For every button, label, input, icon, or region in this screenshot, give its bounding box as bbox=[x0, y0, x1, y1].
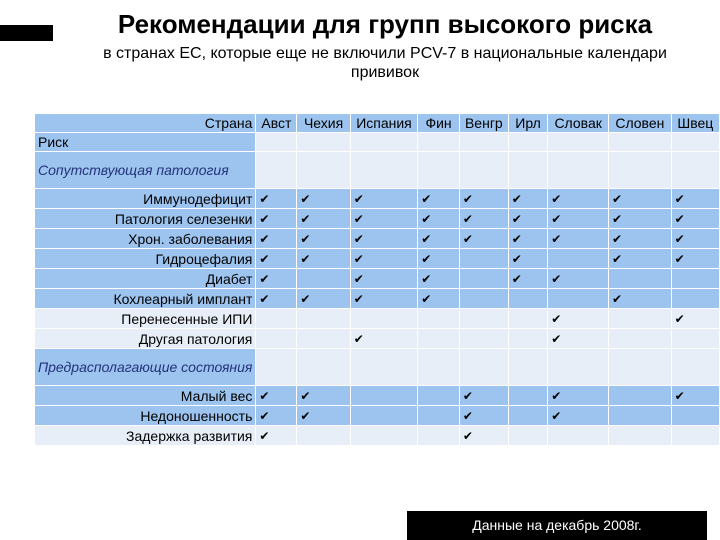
section-row bbox=[35, 349, 720, 386]
empty-cell bbox=[350, 133, 417, 152]
empty-cell bbox=[609, 426, 672, 446]
check-cell bbox=[256, 289, 297, 309]
check-cell bbox=[418, 269, 460, 289]
check-cell bbox=[609, 189, 672, 209]
data-date-note: Данные на декабрь 2008г. bbox=[407, 511, 707, 540]
check-cell bbox=[508, 249, 547, 269]
empty-cell bbox=[508, 426, 547, 446]
empty-cell bbox=[671, 329, 719, 349]
empty-cell bbox=[256, 152, 297, 189]
empty-cell bbox=[508, 329, 547, 349]
checkmark-icon: ✔ bbox=[674, 389, 685, 403]
checkmark-icon: ✔ bbox=[511, 212, 522, 226]
empty-cell bbox=[609, 309, 672, 329]
row-label: Диабет bbox=[35, 269, 256, 289]
check-cell bbox=[508, 269, 547, 289]
empty-cell bbox=[297, 269, 350, 289]
check-cell bbox=[256, 249, 297, 269]
row-label: Хрон. заболевания bbox=[35, 229, 256, 249]
check-cell bbox=[350, 189, 417, 209]
checkmark-icon: ✔ bbox=[674, 212, 685, 226]
check-cell bbox=[297, 289, 350, 309]
check-cell bbox=[671, 309, 719, 329]
check-cell bbox=[350, 269, 417, 289]
check-cell bbox=[609, 249, 672, 269]
check-cell bbox=[350, 329, 417, 349]
check-cell bbox=[350, 209, 417, 229]
empty-cell bbox=[671, 269, 719, 289]
checkmark-icon: ✔ bbox=[300, 389, 311, 403]
checkmark-icon: ✔ bbox=[259, 232, 270, 246]
empty-cell bbox=[609, 349, 672, 386]
header-country: Венгр bbox=[459, 114, 508, 133]
row-label: Недоношенность bbox=[35, 406, 256, 426]
table-row bbox=[35, 289, 720, 309]
checkmark-icon: ✔ bbox=[259, 212, 270, 226]
table-row bbox=[35, 406, 720, 426]
checkmark-icon: ✔ bbox=[421, 252, 432, 266]
empty-cell bbox=[671, 152, 719, 189]
checkmark-icon: ✔ bbox=[259, 192, 270, 206]
risk-label: Риск bbox=[35, 133, 256, 152]
empty-cell bbox=[256, 329, 297, 349]
header-country: Словен bbox=[609, 114, 672, 133]
check-cell bbox=[297, 406, 350, 426]
empty-cell bbox=[459, 133, 508, 152]
check-cell bbox=[418, 249, 460, 269]
check-cell bbox=[256, 229, 297, 249]
empty-cell bbox=[508, 152, 547, 189]
empty-cell bbox=[548, 152, 609, 189]
subtitle-line-1: в странах ЕС, которые еще не включили PCV-7 в национальные календари bbox=[103, 45, 667, 62]
table-row bbox=[35, 269, 720, 289]
checkmark-icon: ✔ bbox=[421, 212, 432, 226]
check-cell bbox=[671, 229, 719, 249]
check-cell bbox=[297, 229, 350, 249]
empty-cell bbox=[350, 152, 417, 189]
row-label: Патология селезенки bbox=[35, 209, 256, 229]
empty-cell bbox=[418, 133, 460, 152]
empty-cell bbox=[508, 309, 547, 329]
checkmark-icon: ✔ bbox=[259, 252, 270, 266]
checkmark-icon: ✔ bbox=[353, 232, 364, 246]
table-row bbox=[35, 309, 720, 329]
check-cell bbox=[548, 269, 609, 289]
check-cell bbox=[548, 329, 609, 349]
checkmark-icon: ✔ bbox=[259, 292, 270, 306]
checkmark-icon: ✔ bbox=[674, 312, 685, 326]
empty-cell bbox=[459, 309, 508, 329]
checkmark-icon: ✔ bbox=[551, 332, 562, 346]
check-cell bbox=[297, 189, 350, 209]
table-header-row bbox=[35, 114, 720, 133]
empty-cell bbox=[508, 349, 547, 386]
check-cell bbox=[256, 189, 297, 209]
checkmark-icon: ✔ bbox=[300, 212, 311, 226]
empty-cell bbox=[350, 406, 417, 426]
check-cell bbox=[671, 209, 719, 229]
checkmark-icon: ✔ bbox=[674, 252, 685, 266]
checkmark-icon: ✔ bbox=[511, 192, 522, 206]
checkmark-icon: ✔ bbox=[353, 212, 364, 226]
table-row bbox=[35, 426, 720, 446]
check-cell bbox=[418, 229, 460, 249]
checkmark-icon: ✔ bbox=[462, 429, 473, 443]
checkmark-icon: ✔ bbox=[462, 192, 473, 206]
check-cell bbox=[459, 406, 508, 426]
check-cell bbox=[671, 189, 719, 209]
empty-cell bbox=[671, 406, 719, 426]
empty-cell bbox=[418, 309, 460, 329]
empty-cell bbox=[548, 249, 609, 269]
empty-cell bbox=[350, 349, 417, 386]
check-cell bbox=[548, 406, 609, 426]
header-country: Испания bbox=[350, 114, 417, 133]
empty-cell bbox=[459, 289, 508, 309]
empty-cell bbox=[297, 152, 350, 189]
checkmark-icon: ✔ bbox=[612, 292, 623, 306]
checkmark-icon: ✔ bbox=[259, 272, 270, 286]
checkmark-icon: ✔ bbox=[353, 292, 364, 306]
checkmark-icon: ✔ bbox=[674, 232, 685, 246]
check-cell bbox=[671, 386, 719, 406]
row-label: Иммунодефицит bbox=[35, 189, 256, 209]
header-country: Словак bbox=[548, 114, 609, 133]
checkmark-icon: ✔ bbox=[551, 389, 562, 403]
checkmark-icon: ✔ bbox=[300, 292, 311, 306]
check-cell bbox=[297, 209, 350, 229]
empty-cell bbox=[418, 386, 460, 406]
empty-cell bbox=[256, 133, 297, 152]
check-cell bbox=[548, 189, 609, 209]
check-cell bbox=[459, 426, 508, 446]
table-row bbox=[35, 386, 720, 406]
section-predisposing-label: Предрасполагающие состояния bbox=[35, 349, 256, 386]
checkmark-icon: ✔ bbox=[353, 272, 364, 286]
checkmark-icon: ✔ bbox=[300, 232, 311, 246]
empty-cell bbox=[609, 133, 672, 152]
empty-cell bbox=[609, 329, 672, 349]
check-cell bbox=[418, 209, 460, 229]
checkmark-icon: ✔ bbox=[259, 429, 270, 443]
empty-cell bbox=[297, 426, 350, 446]
section-row bbox=[35, 152, 720, 189]
check-cell bbox=[671, 249, 719, 269]
empty-cell bbox=[350, 386, 417, 406]
checkmark-icon: ✔ bbox=[421, 192, 432, 206]
section-comorbid-label: Сопутствующая патология bbox=[35, 152, 256, 189]
checkmark-icon: ✔ bbox=[551, 232, 562, 246]
empty-cell bbox=[671, 349, 719, 386]
empty-cell bbox=[350, 309, 417, 329]
checkmark-icon: ✔ bbox=[421, 292, 432, 306]
risk-groups-table bbox=[34, 113, 720, 446]
header-country: Фин bbox=[418, 114, 460, 133]
header-corner-label: Страна bbox=[35, 114, 256, 133]
check-cell bbox=[508, 229, 547, 249]
table-row bbox=[35, 209, 720, 229]
checkmark-icon: ✔ bbox=[511, 232, 522, 246]
empty-cell bbox=[609, 406, 672, 426]
row-label: Другая патология bbox=[35, 329, 256, 349]
empty-cell bbox=[418, 329, 460, 349]
empty-cell bbox=[459, 249, 508, 269]
checkmark-icon: ✔ bbox=[462, 409, 473, 423]
empty-cell bbox=[508, 289, 547, 309]
row-label: Малый вес bbox=[35, 386, 256, 406]
checkmark-icon: ✔ bbox=[259, 389, 270, 403]
checkmark-icon: ✔ bbox=[300, 192, 311, 206]
checkmark-icon: ✔ bbox=[300, 409, 311, 423]
checkmark-icon: ✔ bbox=[612, 232, 623, 246]
checkmark-icon: ✔ bbox=[551, 192, 562, 206]
empty-cell bbox=[297, 133, 350, 152]
row-label: Гидроцефалия bbox=[35, 249, 256, 269]
checkmark-icon: ✔ bbox=[462, 232, 473, 246]
check-cell bbox=[459, 386, 508, 406]
title-accent-bar bbox=[0, 25, 53, 41]
checkmark-icon: ✔ bbox=[421, 272, 432, 286]
check-cell bbox=[350, 289, 417, 309]
row-label: Перенесенные ИПИ bbox=[35, 309, 256, 329]
empty-cell bbox=[609, 152, 672, 189]
checkmark-icon: ✔ bbox=[612, 192, 623, 206]
checkmark-icon: ✔ bbox=[462, 212, 473, 226]
check-cell bbox=[508, 189, 547, 209]
empty-cell bbox=[418, 406, 460, 426]
empty-cell bbox=[609, 269, 672, 289]
empty-cell bbox=[418, 152, 460, 189]
check-cell bbox=[548, 309, 609, 329]
empty-cell bbox=[609, 386, 672, 406]
table-row bbox=[35, 329, 720, 349]
check-cell bbox=[297, 249, 350, 269]
row-label: Задержка развития bbox=[35, 426, 256, 446]
check-cell bbox=[297, 386, 350, 406]
checkmark-icon: ✔ bbox=[551, 272, 562, 286]
header-country: Ирл bbox=[508, 114, 547, 133]
checkmark-icon: ✔ bbox=[511, 272, 522, 286]
checkmark-icon: ✔ bbox=[551, 212, 562, 226]
empty-cell bbox=[256, 309, 297, 329]
check-cell bbox=[548, 209, 609, 229]
check-cell bbox=[256, 269, 297, 289]
table-row bbox=[35, 249, 720, 269]
empty-cell bbox=[459, 152, 508, 189]
checkmark-icon: ✔ bbox=[462, 389, 473, 403]
empty-cell bbox=[297, 349, 350, 386]
empty-cell bbox=[508, 386, 547, 406]
empty-cell bbox=[418, 426, 460, 446]
empty-cell bbox=[548, 349, 609, 386]
check-cell bbox=[548, 229, 609, 249]
checkmark-icon: ✔ bbox=[353, 332, 364, 346]
check-cell bbox=[609, 229, 672, 249]
empty-cell bbox=[508, 133, 547, 152]
empty-cell bbox=[418, 349, 460, 386]
empty-cell bbox=[256, 349, 297, 386]
check-cell bbox=[256, 209, 297, 229]
table-row bbox=[35, 229, 720, 249]
check-cell bbox=[256, 386, 297, 406]
header-country: Чехия bbox=[297, 114, 350, 133]
subtitle-line-2: прививок bbox=[350, 64, 420, 81]
check-cell bbox=[350, 229, 417, 249]
check-cell bbox=[609, 289, 672, 309]
checkmark-icon: ✔ bbox=[551, 409, 562, 423]
empty-cell bbox=[350, 426, 417, 446]
checkmark-icon: ✔ bbox=[551, 312, 562, 326]
row-label: Кохлеарный имплант bbox=[35, 289, 256, 309]
checkmark-icon: ✔ bbox=[259, 409, 270, 423]
check-cell bbox=[418, 189, 460, 209]
empty-cell bbox=[548, 426, 609, 446]
check-cell bbox=[256, 406, 297, 426]
checkmark-icon: ✔ bbox=[300, 252, 311, 266]
empty-cell bbox=[671, 289, 719, 309]
checkmark-icon: ✔ bbox=[421, 232, 432, 246]
checkmark-icon: ✔ bbox=[612, 252, 623, 266]
empty-cell bbox=[671, 426, 719, 446]
empty-cell bbox=[297, 329, 350, 349]
check-cell bbox=[459, 229, 508, 249]
header-country: Швец bbox=[671, 114, 719, 133]
checkmark-icon: ✔ bbox=[674, 192, 685, 206]
checkmark-icon: ✔ bbox=[511, 252, 522, 266]
check-cell bbox=[609, 209, 672, 229]
empty-cell bbox=[459, 329, 508, 349]
empty-cell bbox=[671, 133, 719, 152]
empty-cell bbox=[459, 269, 508, 289]
empty-cell bbox=[297, 309, 350, 329]
slide-subtitle bbox=[60, 44, 710, 82]
checkmark-icon: ✔ bbox=[353, 252, 364, 266]
check-cell bbox=[508, 209, 547, 229]
checkmark-icon: ✔ bbox=[353, 192, 364, 206]
empty-cell bbox=[508, 406, 547, 426]
check-cell bbox=[459, 189, 508, 209]
empty-cell bbox=[548, 289, 609, 309]
table-row bbox=[35, 189, 720, 209]
check-cell bbox=[350, 249, 417, 269]
check-cell bbox=[256, 426, 297, 446]
empty-cell bbox=[548, 133, 609, 152]
check-cell bbox=[548, 386, 609, 406]
empty-cell bbox=[459, 349, 508, 386]
header-country: Авст bbox=[256, 114, 297, 133]
slide-title: Рекомендации для групп высокого риска bbox=[117, 9, 653, 39]
check-cell bbox=[418, 289, 460, 309]
risk-row bbox=[35, 133, 720, 152]
checkmark-icon: ✔ bbox=[612, 212, 623, 226]
check-cell bbox=[459, 209, 508, 229]
